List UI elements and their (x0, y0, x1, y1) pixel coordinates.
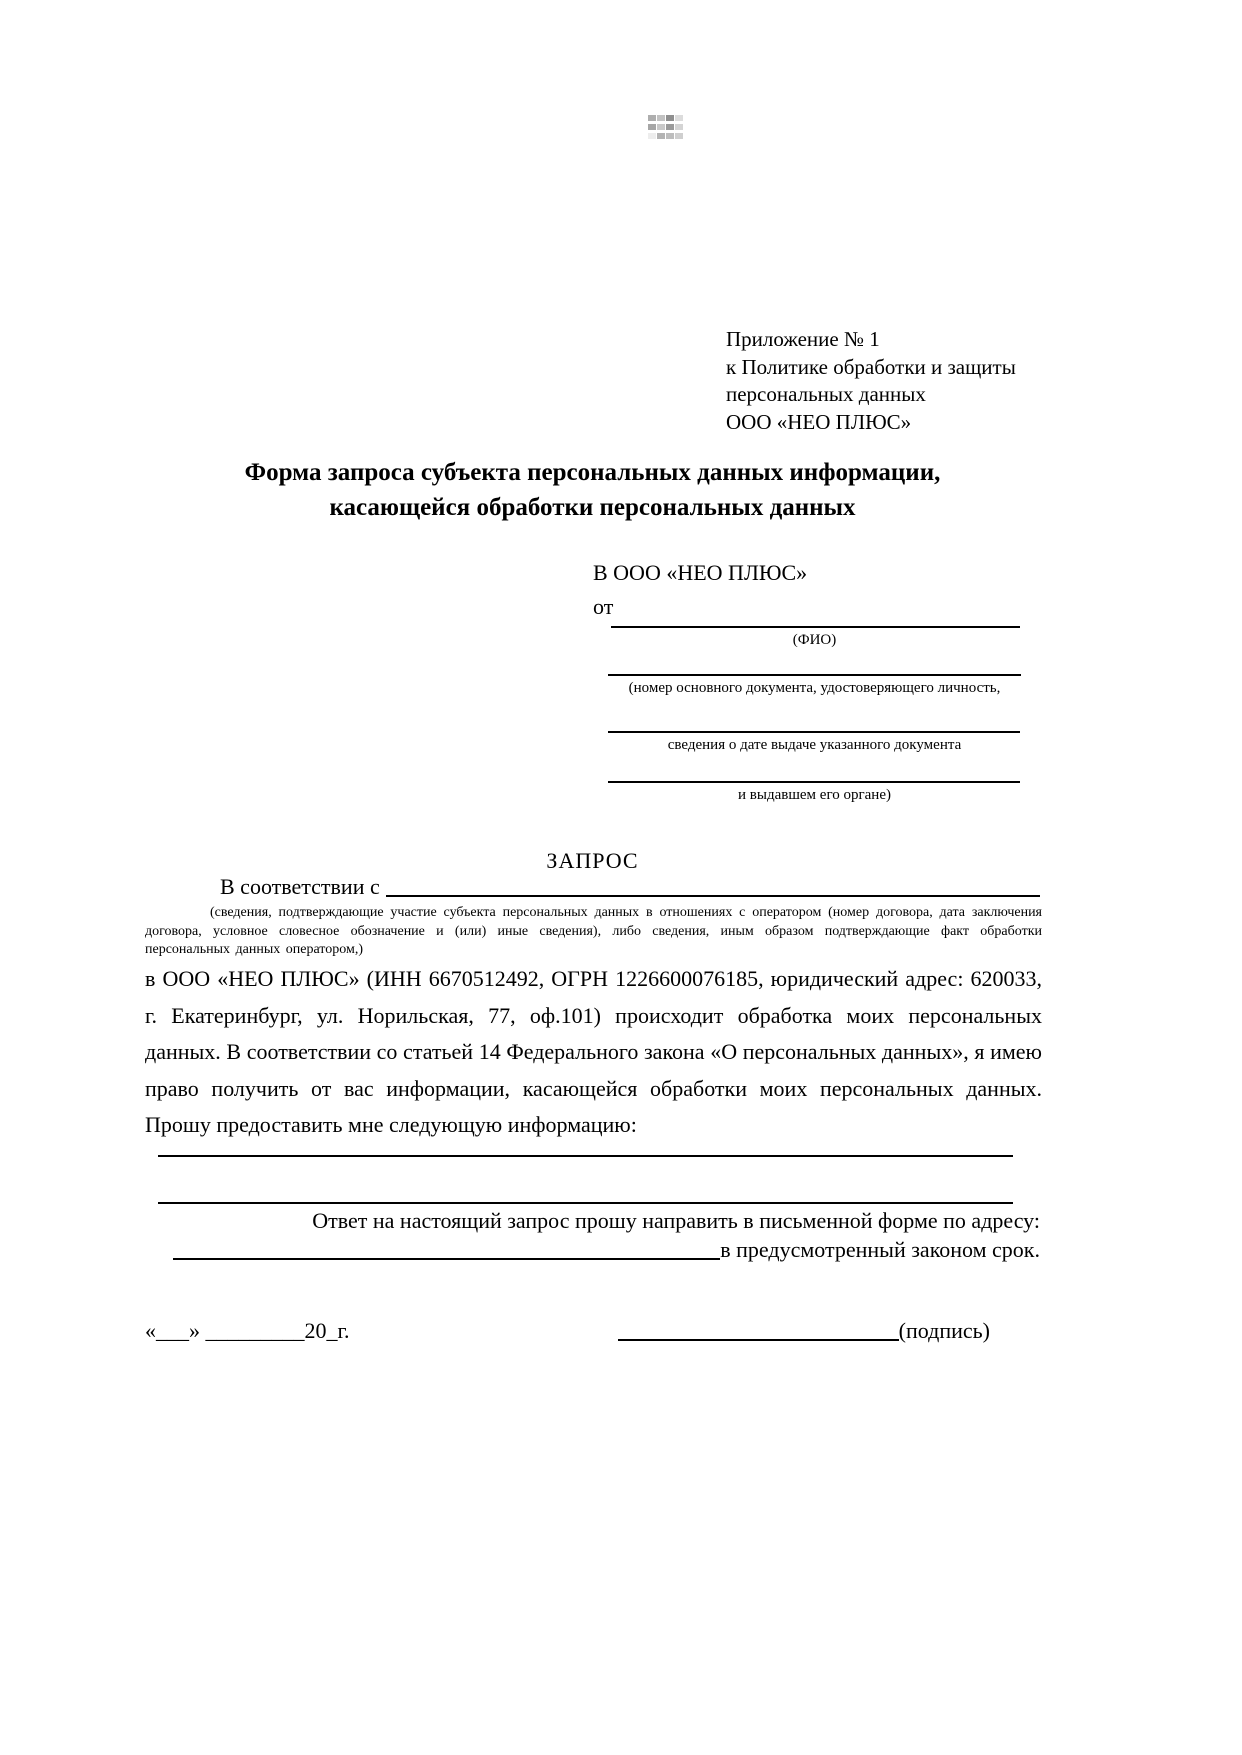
title-line-2: касающейся обработки персональных данных (329, 494, 856, 521)
signature-group (618, 1318, 990, 1344)
request-heading: ЗАПРОС (546, 848, 639, 873)
address-blank-line (173, 1258, 720, 1260)
document-number-blank-line (608, 674, 1021, 676)
reply-intro-text: Ответ на настоящий запрос прошу направить в письменной форме по адресу: (312, 1208, 1040, 1233)
info-blank-line-2 (158, 1202, 1013, 1204)
body-paragraph: в ООО «НЕО ПЛЮС» (ИНН 6670512492, ОГРН 1226600076185, юридический адрес: 620033, г. Екатеринбург, ул. Норильская, 77, оф.101) происходит обработка моих персональных данных. В соответствии со статьей 14 Федерального закона «О персональных данных», я имею право получить от вас информации, касающейся обработки моих персональных данных. Прошу предоставить мне следующую информацию: (145, 966, 1042, 1137)
signature-caption: (подпись) (898, 1318, 990, 1343)
accordance-blank-line (386, 895, 1040, 897)
appendix-block (726, 326, 1016, 436)
issue-date-caption: сведения о дате выдаче указанного документа (667, 737, 962, 753)
issue-date-blank-line (608, 731, 1020, 733)
issuing-authority-caption: и выдавшем его органе) (738, 787, 891, 803)
appendix-line-1: Приложение № 1 (726, 327, 880, 351)
signature-blank-line (618, 1339, 899, 1341)
appendix-line-2: к Политике обработки и защиты (726, 354, 1016, 379)
accordance-label: В соответствии с (220, 874, 380, 899)
issuing-authority-blank-line (608, 781, 1020, 783)
appendix-line-3: персональных данных (726, 382, 926, 406)
footnote-text: (сведения, подтверждающие участие субъекта персональных данных в отношениях с оператором (номер договора, дата заключения договора, условное словесное обозначение и (или) иные сведения), либо сведения, иным образом подтверждающие факт обработки персональных данных оператором,) (145, 905, 1042, 957)
addressee-to: В ООО «НЕО ПЛЮС» (593, 560, 808, 585)
title-line-1: Форма запроса субъекта персональных данных информации, (244, 459, 941, 486)
signing-row (145, 1318, 990, 1344)
logo-image (648, 114, 684, 140)
info-blank-line-1 (158, 1155, 1013, 1157)
document-title (145, 455, 1040, 525)
appendix-line-4: ООО «НЕО ПЛЮС» (726, 409, 912, 434)
reply-address-row (173, 1237, 1040, 1263)
reply-suffix-text: в предусмотренный законом срок. (720, 1237, 1040, 1262)
date-blank: «___» _________20_г. (145, 1318, 350, 1343)
document-number-caption: (номер основного документа, удостоверяющего личность, (628, 680, 1001, 696)
fio-blank-line (611, 626, 1020, 628)
addressee-from-label: от (593, 594, 614, 619)
accordance-row (220, 874, 1040, 900)
fio-caption: (ФИО) (792, 632, 837, 648)
